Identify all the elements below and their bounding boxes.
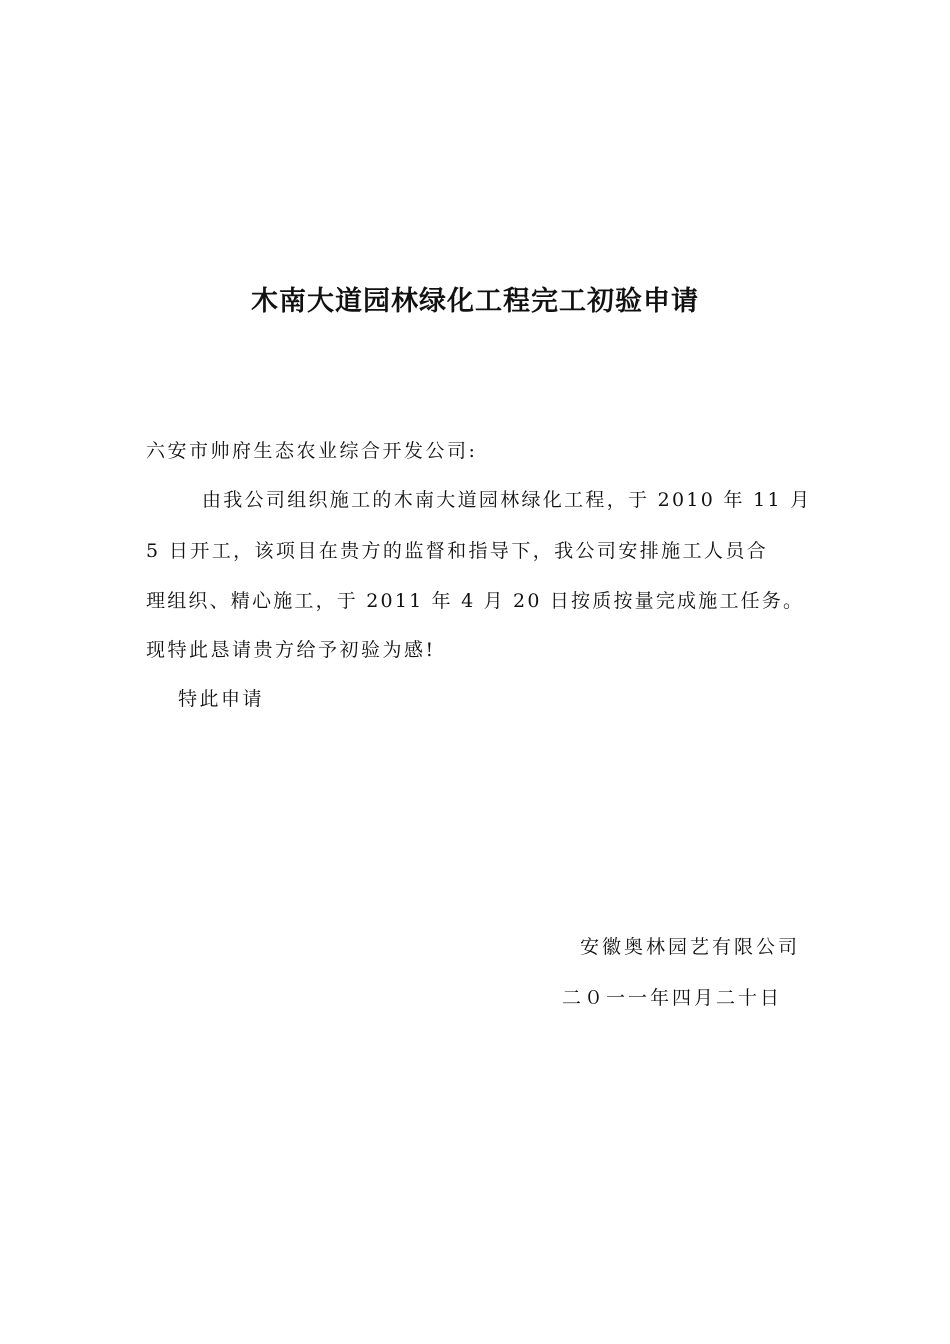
body-line: 现特此恳请贵方给予初验为感! — [146, 639, 436, 661]
body-line: 5 日开工，该项目在贵方的监督和指导下，我公司安排施工人员合 — [146, 540, 769, 562]
signer-company: 安徽奥林园艺有限公司 — [580, 936, 801, 958]
document-title: 木南大道园林绿化工程完工初验申请 — [251, 286, 699, 317]
signing-date: 二０一一年四月二十日 — [562, 987, 783, 1009]
body-line: 由我公司组织施工的木南大道园林绿化工程，于 2010 年 11 月 — [202, 489, 812, 511]
body-line: 理组织、精心施工，于 2011 年 4 月 20 日按质按量完成施工任务。 — [146, 590, 805, 612]
closing-phrase: 特此申请 — [178, 688, 265, 710]
addressee: 六安市帅府生态农业综合开发公司: — [146, 440, 478, 462]
